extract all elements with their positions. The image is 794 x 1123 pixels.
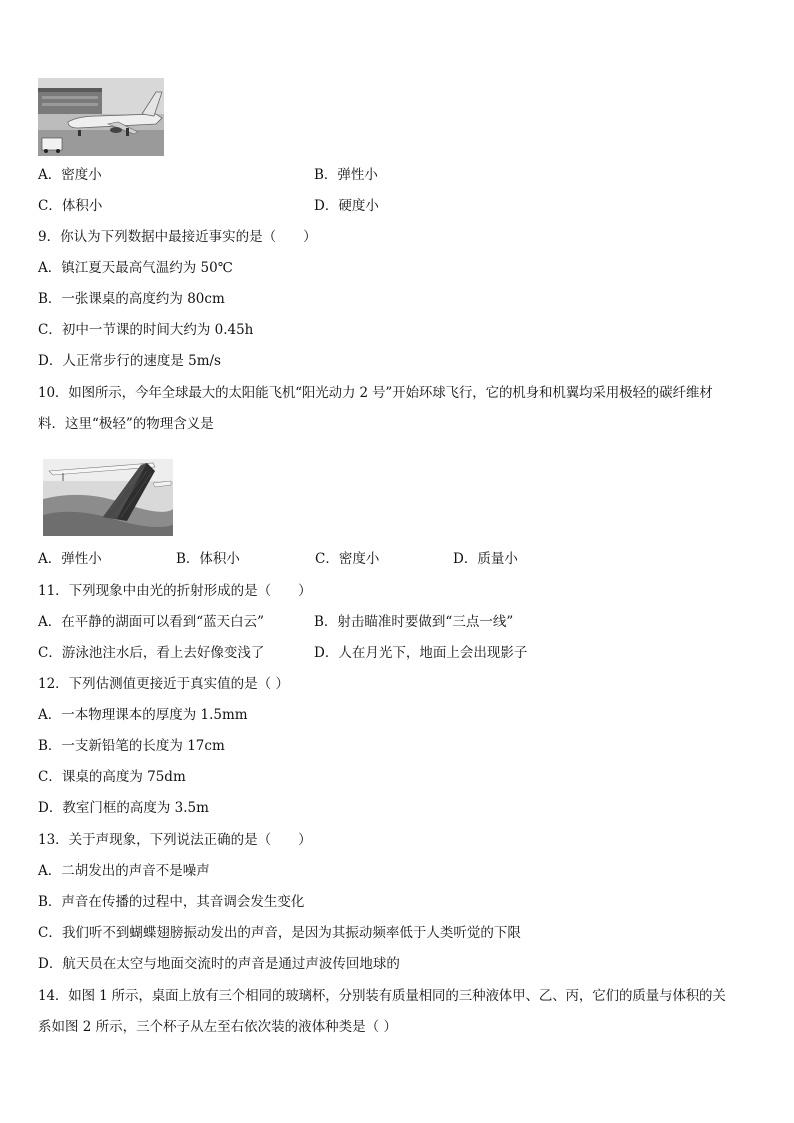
q14-stem-line2: 系如图 2 所示，三个杯子从左至右依次装的液体种类是（ ） bbox=[38, 1019, 397, 1035]
q13-option-c: C．我们听不到蝴蝶翅膀振动发出的声音，是因为其振动频率低于人类听觉的下限 bbox=[38, 925, 521, 941]
q8-option-b: B．弹性小 bbox=[314, 167, 378, 183]
q9-option-a: A．镇江夏天最高气温约为 50℃ bbox=[38, 260, 233, 276]
q13-option-d: D．航天员在太空与地面交流时的声音是通过声波传回地球的 bbox=[38, 956, 400, 972]
q13-stem: 13．关于声现象，下列说法正确的是（ ） bbox=[38, 832, 312, 848]
airplane-photo bbox=[38, 78, 164, 156]
q13-option-b: B．声音在传播的过程中，其音调会发生变化 bbox=[38, 894, 305, 910]
q10-option-b: B．体积小 bbox=[176, 551, 240, 567]
q10-option-d: D．质量小 bbox=[453, 551, 518, 567]
q9-option-b: B．一张课桌的高度约为 80cm bbox=[38, 291, 225, 307]
q11-option-d: D．人在月光下，地面上会出现影子 bbox=[314, 645, 528, 661]
q10-stem-line1: 10．如图所示，今年全球最大的太阳能飞机“阳光动力 2 号”开始环球飞行，它的机身和机翼均采用极轻的碳纤维材 bbox=[38, 385, 713, 401]
q12-option-b: B．一支新铅笔的长度为 17cm bbox=[38, 738, 225, 754]
q9-stem: 9．你认为下列数据中最接近事实的是（ ） bbox=[38, 229, 317, 245]
q12-stem: 12．下列估测值更接近于真实值的是（ ） bbox=[38, 676, 289, 692]
q9-option-d: D．人正常步行的速度是 5m/s bbox=[38, 353, 221, 369]
q9-option-c: C．初中一节课的时间大约为 0.45h bbox=[38, 322, 254, 338]
q12-option-a: A．一本物理课本的厚度为 1.5mm bbox=[38, 707, 248, 723]
solar-plane-photo bbox=[43, 459, 173, 536]
q10-stem-line2: 料．这里“极轻”的物理含义是 bbox=[38, 416, 214, 432]
q8-option-d: D．硬度小 bbox=[314, 198, 379, 214]
q11-option-c: C．游泳池注水后，看上去好像变浅了 bbox=[38, 645, 265, 661]
q12-option-c: C．课桌的高度为 75dm bbox=[38, 769, 186, 785]
q11-option-a: A．在平静的湖面可以看到“蓝天白云” bbox=[38, 614, 265, 630]
q10-option-c: C．密度小 bbox=[315, 551, 380, 567]
q10-option-a: A．弹性小 bbox=[38, 551, 102, 567]
q13-option-a: A．二胡发出的声音不是噪声 bbox=[38, 863, 210, 879]
q12-option-d: D．教室门框的高度为 3.5m bbox=[38, 800, 209, 816]
q8-option-c: C．体积小 bbox=[38, 198, 103, 214]
q8-option-a: A．密度小 bbox=[38, 167, 102, 183]
q11-option-b: B．射击瞄准时要做到“三点一线” bbox=[314, 614, 514, 630]
q14-stem-line1: 14．如图 1 所示，桌面上放有三个相同的玻璃杯，分别装有质量相同的三种液体甲、乙、丙，它们的质量与体积的关 bbox=[38, 988, 726, 1004]
q11-stem: 11．下列现象中由光的折射形成的是（ ） bbox=[38, 583, 312, 599]
